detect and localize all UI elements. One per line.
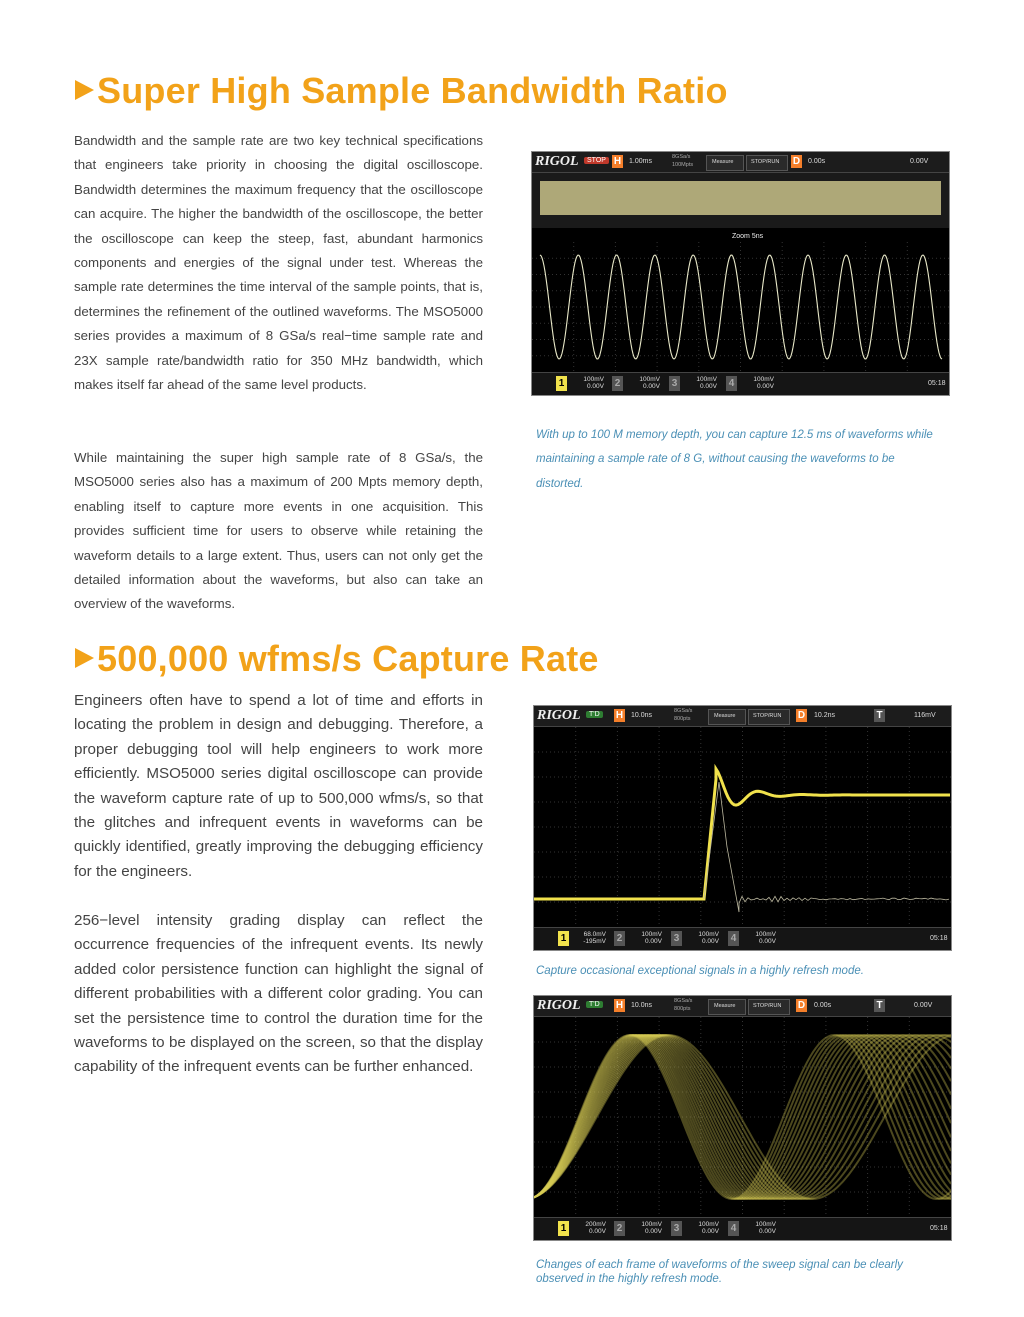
- memory-depth: 100Mpts: [672, 162, 694, 168]
- sample-rate: 8GSa/s: [674, 998, 693, 1004]
- delay-value: 10.2ns: [814, 712, 836, 719]
- measure-button[interactable]: [708, 709, 746, 725]
- channel-1-settings: 68.0mV -195mV: [583, 931, 606, 945]
- rigol-logo: RIGOL: [537, 998, 581, 1013]
- paragraph-intensity-grading: 256−level intensity grading display can reflect the occurrence frequencies of the infrequent events. Its newly added color persistence function can highlight the signal of different probabilities with a different color grading. You can set the persistence time to control the duration time for the waveforms to be displayed on the screen, so that the display capability of the infrequent events can be further enhanced.: [74, 912, 483, 1076]
- channel-2-settings: 100mV 0.00V: [641, 1221, 662, 1235]
- caption-exceptional-signals: Capture occasional exceptional signals in a highly refresh mode.: [536, 965, 864, 977]
- heading-text: 500,000 wfms/s Capture Rate: [97, 638, 599, 679]
- run-status-badge: T'D: [586, 1001, 603, 1008]
- delay-badge: D: [797, 1000, 806, 1011]
- measure-label: Measure: [714, 713, 736, 719]
- heading-text: Super High Sample Bandwidth Ratio: [97, 70, 728, 111]
- measure-button[interactable]: [708, 999, 746, 1015]
- section-heading-capture-rate: [75, 638, 599, 680]
- sine-waveform: [532, 242, 949, 372]
- channel-4-badge[interactable]: 4: [728, 931, 739, 946]
- channel-4-settings: 100mV 0.00V: [755, 931, 776, 945]
- trigger-level: 0.00V: [914, 1002, 933, 1009]
- channel-1-badge[interactable]: 1: [556, 376, 567, 391]
- scope-top-bar: [532, 152, 949, 173]
- memory-depth: 800pts: [674, 1006, 691, 1012]
- channel-2-badge[interactable]: 2: [614, 931, 625, 946]
- channel-4-badge[interactable]: 4: [726, 376, 737, 391]
- paragraph-debugging: Engineers often have to spend a lot of time and efforts in locating the problem in design and debugging. Therefore, a proper debugging tool will help engineers to work more efficiently. MSO5000 series digital oscilloscope can provide the waveform capture rate of up to 500,000 wfms/s, so that the glitches and infrequent events in waveforms can be quickly identified, greatly improving the debugging efficiency for the engineers.: [74, 692, 483, 880]
- paragraph-memory-depth: While maintaining the super high sample rate of 8 GSa/s, the MSO5000 series also has a maximum of 200 Mpts memory depth, enabling itself to capture more events in one acquisition. This provides sufficient time for users to observe while retaining the waveform details to a large extent. Thus, users can not only get the detailed information about the waveforms, but also can take an overview of the waveforms.: [74, 450, 483, 612]
- zoom-overview-area: [532, 173, 949, 228]
- channel-2-badge[interactable]: 2: [612, 376, 623, 391]
- overview-waveform-band: [540, 181, 941, 215]
- caption-memory-depth: With up to 100 M memory depth, you can capture 12.5 ms of waveforms while maintaining a sample rate of 8 G, without causing the waveforms to be distorted.: [536, 429, 933, 490]
- stop-run-label: STOP/RUN: [753, 1003, 782, 1009]
- step-response-waveform: [534, 727, 951, 927]
- timebase-value: 10.0ns: [631, 1002, 653, 1009]
- channel-3-settings: 100mV 0.00V: [698, 931, 719, 945]
- measure-button[interactable]: [706, 155, 744, 171]
- scope-bottom-bar: [534, 1217, 951, 1240]
- clock-time: 05:18: [930, 1225, 948, 1232]
- channel-1-badge[interactable]: 1: [558, 1221, 569, 1236]
- horizontal-badge: H: [613, 156, 622, 167]
- arrow-bullet-icon: [75, 80, 94, 100]
- channel-4-badge[interactable]: 4: [728, 1221, 739, 1236]
- timebase-value: 1.00ms: [629, 158, 652, 165]
- run-status-badge: STOP: [584, 157, 609, 164]
- scope-top-bar: [534, 996, 951, 1017]
- measure-label: Measure: [714, 1003, 736, 1009]
- channel-4-settings: 100mV 0.00V: [753, 376, 774, 390]
- zoom-label: Zoom 5ns: [732, 233, 764, 240]
- stop-run-button[interactable]: [748, 709, 790, 725]
- oscilloscope-screenshot-2: [533, 705, 952, 951]
- paragraph-bandwidth: Bandwidth and the sample rate are two key technical specifications that engineers take priority in choosing the digital oscilloscope. Bandwidth determines the maximum frequency that the oscilloscope can acquire. The higher the bandwidth of the oscilloscope, the better the oscilloscope can keep the steep, fast, abundant harmonics components and energies of the signal under test. Whereas the sample rate determines the time interval of the sample points, that is, determines the refinement of the outlined waveforms. The MSO5000 series provides a maximum of 8 GSa/s real−time sample rate and 23X sample rate/bandwidth ratio for 350 MHz bandwidth, which makes itself far ahead of the same level products.: [74, 133, 483, 393]
- arrow-bullet-icon: [75, 648, 94, 668]
- run-status-badge: T'D: [586, 711, 603, 718]
- sweep-waveform: [534, 1017, 951, 1217]
- channel-3-badge[interactable]: 3: [671, 931, 682, 946]
- timebase-value: 10.0ns: [631, 712, 653, 719]
- channel-3-settings: 100mV 0.00V: [696, 376, 717, 390]
- caption-sweep-signal: Changes of each frame of waveforms of the sweep signal can be clearly observed in the highly refresh mode.: [536, 1259, 903, 1285]
- channel-3-badge[interactable]: 3: [669, 376, 680, 391]
- scope-bottom-bar: [532, 372, 949, 395]
- channel-1-badge[interactable]: 1: [558, 931, 569, 946]
- measure-label: Measure: [712, 159, 734, 165]
- sample-rate: 8GSa/s: [672, 154, 691, 160]
- trigger-badge: T: [874, 709, 885, 722]
- oscilloscope-screenshot-3: [533, 995, 952, 1241]
- clock-time: 05:18: [928, 380, 946, 387]
- rigol-logo: RIGOL: [537, 708, 581, 723]
- channel-3-settings: 100mV 0.00V: [698, 1221, 719, 1235]
- stop-run-label: STOP/RUN: [751, 159, 780, 165]
- channel-2-settings: 100mV 0.00V: [641, 931, 662, 945]
- oscilloscope-screenshot-1: [531, 151, 950, 396]
- sample-rate: 8GSa/s: [674, 708, 693, 714]
- channel-4-settings: 100mV 0.00V: [755, 1221, 776, 1235]
- memory-depth: 800pts: [674, 716, 691, 722]
- channel-3-badge[interactable]: 3: [671, 1221, 682, 1236]
- channel-1-settings: 100mV 0.00V: [583, 376, 604, 390]
- delay-value: 0.00s: [814, 1002, 832, 1009]
- stop-run-button[interactable]: [746, 155, 788, 171]
- trigger-badge: T: [874, 999, 885, 1012]
- horizontal-badge: H: [615, 710, 624, 721]
- delay-badge: D: [797, 710, 806, 721]
- scope-top-bar: [534, 706, 951, 727]
- channel-1-settings: 200mV 0.00V: [585, 1221, 606, 1235]
- channel-2-settings: 100mV 0.00V: [639, 376, 660, 390]
- delay-badge: D: [792, 156, 801, 167]
- clock-time: 05:18: [930, 935, 948, 942]
- rigol-logo: RIGOL: [535, 154, 579, 169]
- stop-run-label: STOP/RUN: [753, 713, 782, 719]
- section-heading-sample-bandwidth: [75, 70, 728, 112]
- delay-value: 0.00s: [808, 158, 826, 165]
- trigger-level: 0.00V: [910, 158, 929, 165]
- stop-run-button[interactable]: [748, 999, 790, 1015]
- horizontal-badge: H: [615, 1000, 624, 1011]
- trigger-level: 116mV: [914, 712, 936, 719]
- scope-bottom-bar: [534, 927, 951, 950]
- channel-2-badge[interactable]: 2: [614, 1221, 625, 1236]
